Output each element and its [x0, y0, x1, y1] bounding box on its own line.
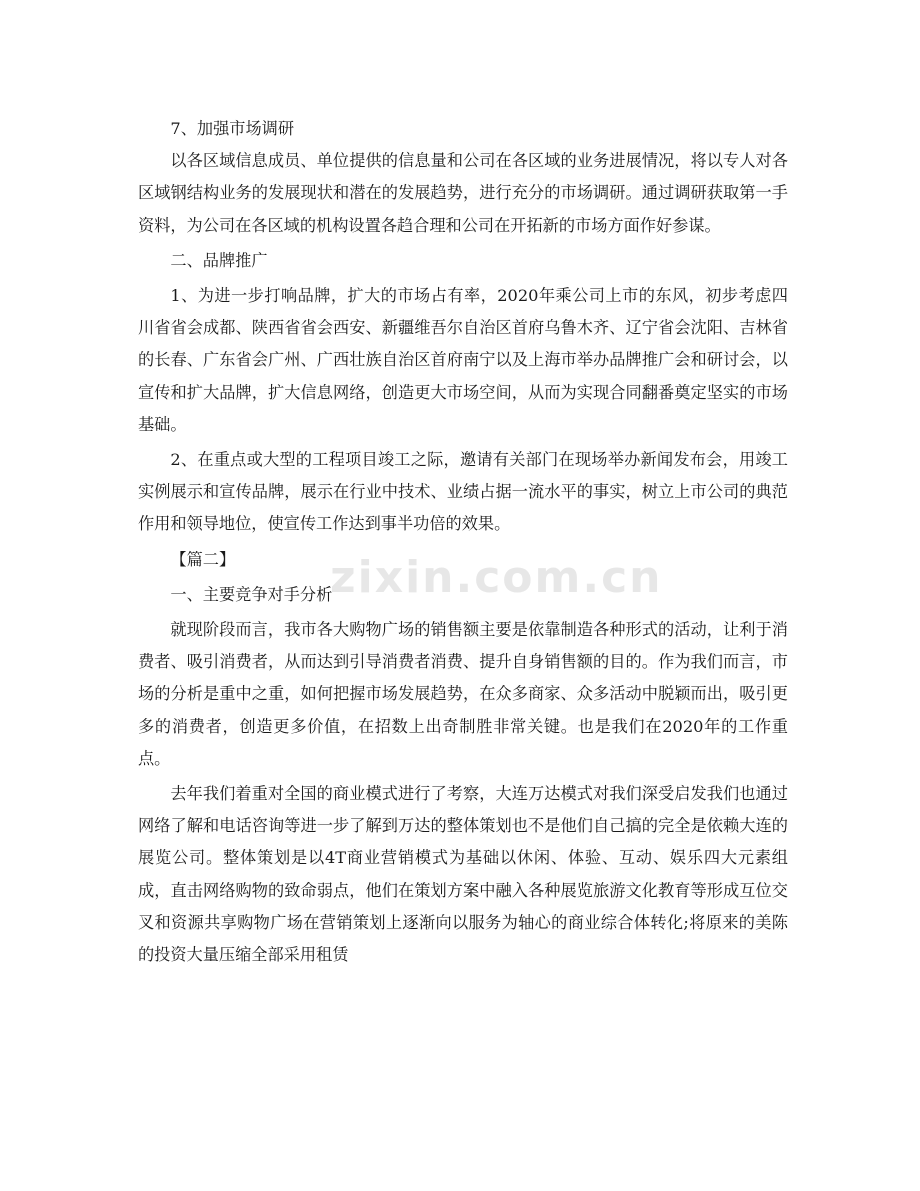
paragraph-competitor-analysis: 就现阶段而言，我市各大购物广场的销售额主要是依靠制造各种形式的活动，让利于消费者、吸引消费者，从而达到引导消费者消费、提升自身销售额的目的。作为我们而言，市场的分析是重中之重，如何把握市场发展趋势，在众多商家、众多活动中脱颖而出，吸引更多的消费者，创造更多价值，在招数上出奇制胜非常关键。也是我们在2020年的工作重点。	[138, 620, 788, 768]
heading-competitor-analysis: 一、主要竞争对手分析	[170, 584, 333, 604]
paragraph-brand-promotion-2: 2、在重点或大型的工程项目竣工之际，邀请有关部门在现场举办新闻发布会，用竣工实例展示和宣传品牌，展示在行业中技术、业绩占据一流水平的事实，树立上市公司的典范作用和领导地位，使宣传工作达到事半功倍的效果。	[138, 450, 788, 534]
watermark: zixin.com.cn	[330, 552, 663, 603]
document-body	[138, 113, 788, 971]
paragraph-market-research: 以各区域信息成员、单位提供的信息量和公司在各区域的业务进展情况，将以专人对各区域钢结构业务的发展现状和潜在的发展趋势，进行充分的市场调研。通过调研获取第一手资料，为公司在各区域的机构设置各趋合理和公司在开拓新的市场方面作好参谋。	[138, 151, 788, 235]
heading-brand-promotion: 二、品牌推广	[170, 250, 268, 270]
paragraph-business-model: 去年我们着重对全国的商业模式进行了考察，大连万达模式对我们深受启发我们也通过网络了解和电话咨询等进一步了解到万达的整体策划也不是他们自己搞的完全是依赖大连的展览公司。整体策划是以4T商业营销模式为基础以休闲、体验、互动、娱乐四大元素组成，直击网络购物的致命弱点，他们在策划方案中融入各种展览旅游文化教育等形成互位交叉和资源共享购物广场在营销策划上逐渐向以服务为轴心的商业综合体转化;将原来的美陈的投资大量压缩全部采用租赁	[138, 784, 788, 965]
heading-market-research: 7、加强市场调研	[170, 119, 295, 138]
paragraph-brand-promotion-1: 1、为进一步打响品牌，扩大的市场占有率，2020年乘公司上市的东风，初步考虑四川省省会成都、陕西省省会西安、新疆维吾尔自治区首府乌鲁木齐、辽宁省会沈阳、吉林省的长春、广东省会广州、广西壮族自治区首府南宁以及上海市举办品牌推广会和研讨会，以宣传和扩大品牌，扩大信息网络，创造更大市场空间，从而为实现合同翻番奠定坚实的市场基础。	[138, 286, 788, 434]
section-title-part-two: 【篇二】	[170, 549, 236, 569]
